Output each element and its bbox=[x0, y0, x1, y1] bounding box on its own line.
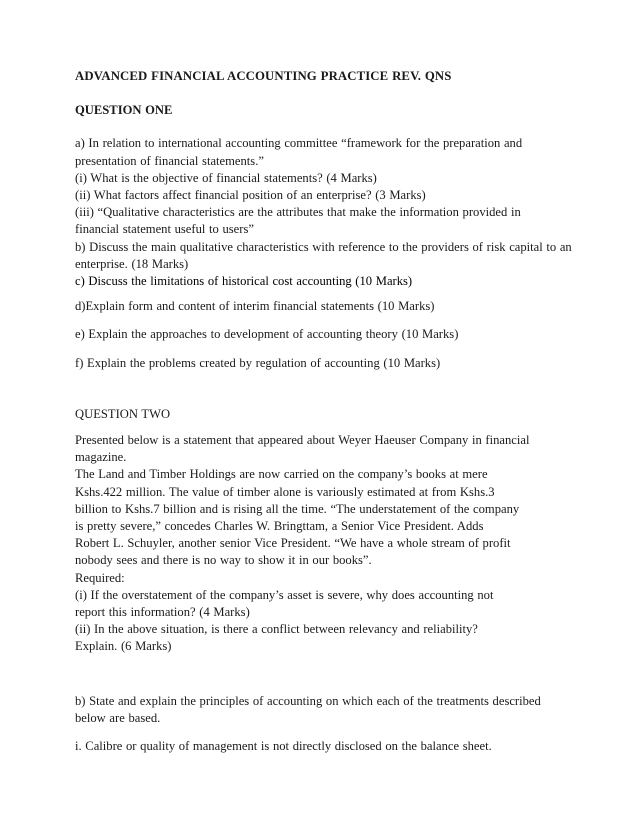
q2-req-i-line-2: report this information? (4 Marks) bbox=[75, 605, 250, 620]
q2-required-label: Required: bbox=[75, 570, 125, 585]
q1-part-f bbox=[75, 355, 575, 372]
q2-statement-line-4: is pretty severe,” concedes Charles W. Bringttam, a Senior Vice President. Adds bbox=[75, 519, 484, 534]
q2-item-i bbox=[75, 738, 575, 755]
question-two-heading: QUESTION TWO bbox=[75, 406, 171, 421]
q2-req-i-line-1: (i) If the overstatement of the company’s asset is severe, why does accounting not bbox=[75, 587, 494, 602]
q1-a-line-1: a) In relation to international accounting committee “framework for the preparation and bbox=[75, 136, 523, 151]
q2-req-ii-line-2: Explain. (6 Marks) bbox=[75, 639, 172, 654]
q1-d: d)Explain form and content of interim financial statements (10 Marks) bbox=[75, 299, 435, 314]
q2-statement-line-2: Kshs.422 million. The value of timber alone is variously estimated at from Kshs.3 bbox=[75, 484, 495, 499]
q2-required bbox=[75, 570, 575, 656]
q2-statement-line-1: The Land and Timber Holdings are now carried on the company’s books at mere bbox=[75, 467, 488, 482]
document-content bbox=[75, 68, 575, 755]
q1-b-line-1: b) Discuss the main qualitative characteristics with reference to the providers of risk capital to an bbox=[75, 239, 572, 254]
q1-b-line-2: enterprise. (18 Marks) bbox=[75, 256, 189, 271]
q1-part-d bbox=[75, 298, 575, 315]
document-title: ADVANCED FINANCIAL ACCOUNTING PRACTICE REV. QNS bbox=[75, 69, 452, 83]
q1-part-c bbox=[75, 273, 575, 290]
q1-part-b bbox=[75, 239, 575, 273]
q1-a-iii-line-2: financial statement useful to users” bbox=[75, 222, 254, 237]
q2-statement-line-5: Robert L. Schuyler, another senior Vice President. “We have a whole stream of profit bbox=[75, 536, 511, 551]
q1-a-ii: (ii) What factors affect financial position of an enterprise? (3 Marks) bbox=[75, 188, 426, 203]
q2-statement bbox=[75, 466, 575, 569]
q2-intro-line-2: magazine. bbox=[75, 450, 127, 465]
q1-c: c) Discuss the limitations of historical cost accounting (10 Marks) bbox=[75, 274, 413, 289]
q2-req-ii-line-1: (ii) In the above situation, is there a conflict between relevancy and reliability? bbox=[75, 622, 478, 637]
q2-part-b bbox=[75, 693, 575, 727]
q1-part-a bbox=[75, 135, 575, 238]
q1-part-e bbox=[75, 326, 575, 343]
q1-a-line-2: presentation of financial statements.” bbox=[75, 153, 264, 168]
q1-f: f) Explain the problems created by regulation of accounting (10 Marks) bbox=[75, 355, 441, 370]
question-one-heading: QUESTION ONE bbox=[75, 103, 173, 118]
q2-statement-line-6: nobody sees and there is no way to show it in our books”. bbox=[75, 553, 372, 568]
q2-b-line-2: below are based. bbox=[75, 710, 161, 725]
q2-intro-line-1: Presented below is a statement that appeared about Weyer Haeuser Company in financial bbox=[75, 433, 530, 448]
q2-statement-line-3: billion to Kshs.7 billion and is rising all the time. “The understatement of the company bbox=[75, 501, 520, 516]
q1-a-iii-line-1: (iii) “Qualitative characteristics are the attributes that make the information provided in bbox=[75, 205, 521, 220]
q1-a-i: (i) What is the objective of financial statements? (4 Marks) bbox=[75, 170, 377, 185]
q1-e: e) Explain the approaches to development of accounting theory (10 Marks) bbox=[75, 327, 459, 342]
q2-item-i-text: i. Calibre or quality of management is not directly disclosed on the balance sheet. bbox=[75, 739, 492, 754]
q2-b-line-1: b) State and explain the principles of accounting on which each of the treatments described bbox=[75, 693, 541, 708]
q2-intro bbox=[75, 432, 575, 466]
